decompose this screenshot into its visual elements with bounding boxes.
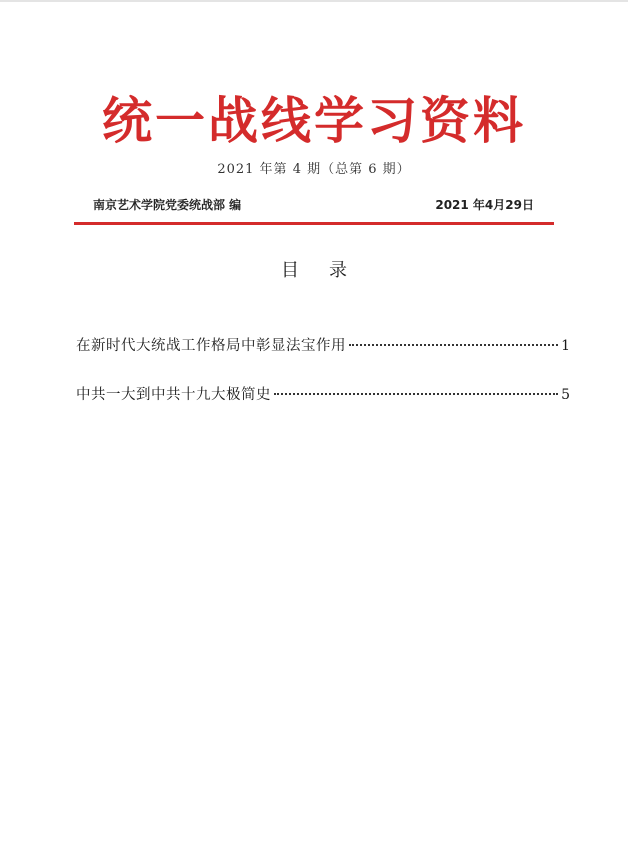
header-divider [74,222,554,225]
page-top-edge [0,0,628,2]
toc-list [76,334,570,432]
toc-heading: 目录 [281,260,377,281]
toc-dot-leader [349,344,558,346]
issue-number: 2021 年第 4 期（总第 6 期） [217,162,411,177]
publisher-line: 南京艺术学院党委统战部 编 [93,198,242,212]
toc-entry-title: 中共一大到中共十九大极简史 [76,387,271,403]
toc-entry-title: 在新时代大统战工作格局中彰显法宝作用 [76,338,346,354]
toc-entry[interactable] [76,383,570,408]
masthead-title: 统一战线学习资料 [102,91,526,150]
toc-dot-leader [274,393,558,395]
toc-entry-page: 1 [561,338,570,354]
publication-date: 2021 年4月29日 [435,198,534,212]
toc-entry-page: 5 [561,387,570,403]
toc-entry[interactable] [76,334,570,359]
